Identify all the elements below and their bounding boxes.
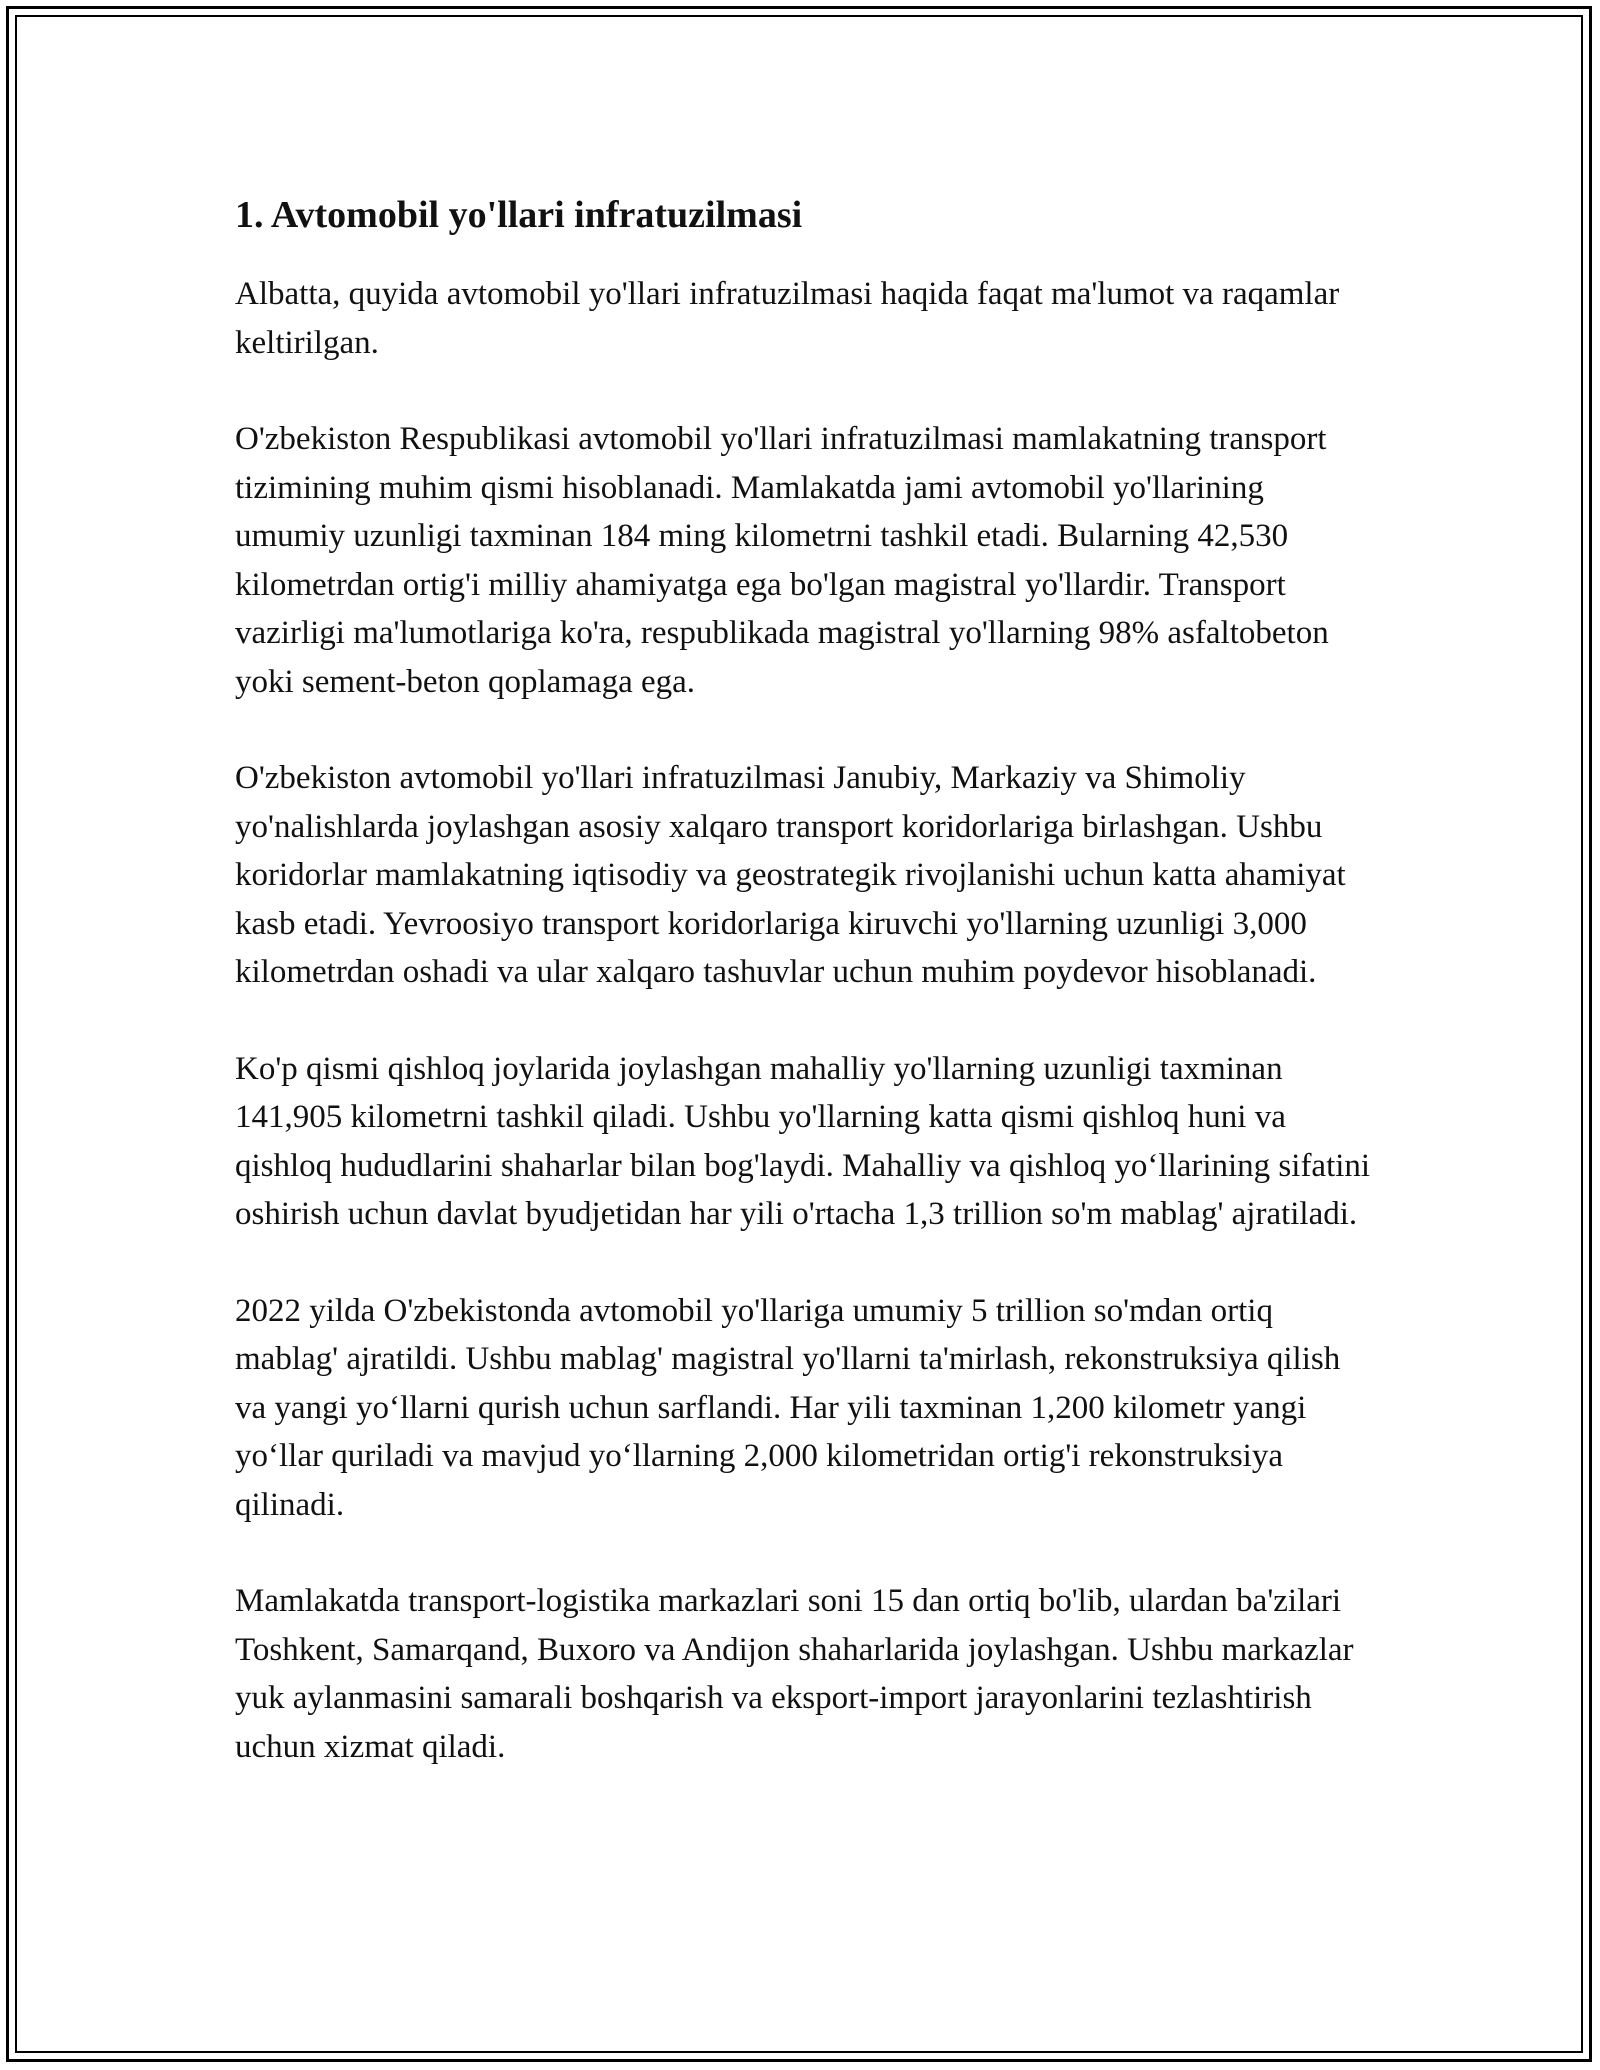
paragraph-funding-2022: 2022 yilda O'zbekistonda avtomobil yo'llariga umumiy 5 trillion so'mdan ortiq mablag' ajratildi. Ushbu mablag' magistral yo'llarni ta'mirlash, rekonstruksiya qilish va yangi yo‘llarni qurish uchun sarflandi. Har yili taxminan 1,200 kilometr yangi yo‘llar quriladi va mavjud yo‘llarning 2,000 kilometridan ortig'i rekonstruksiya qilinadi. bbox=[235, 1292, 1341, 1523]
paragraph-corridors: O'zbekiston avtomobil yo'llari infratuzilmasi Janubiy, Markaziy va Shimoliy yo'nalishlarda joylashgan asosiy xalqaro transport koridorlariga birlashgan. Ushbu koridorlar mamlakatning iqtisodiy va geostrategik rivojlanishi uchun katta ahamiyat kasb etadi. Yevroosiyo transport koridorlariga kiruvchi yo'llarning uzunligi 3,000 kilometrdan oshadi va ular xalqaro tashuvlar uchun muhim poydevor hisoblanadi. bbox=[235, 760, 1346, 990]
section-title: 1. Avtomobil yo'llari infratuzilmasi bbox=[235, 194, 803, 236]
paragraph-logistics-centers: Mamlakatda transport-logistika markazlari soni 15 dan ortiq bo'lib, ulardan ba'zilari Toshkent, Samarqand, Buxoro va Andijon shaharlarida joylashgan. Ushbu markazlar yuk aylanmasini samarali boshqarish va eksport-import jarayonlarini tezlashtirish uchun xizmat qiladi. bbox=[235, 1583, 1354, 1765]
paragraph-intro: Albatta, quyida avtomobil yo'llari infratuzilmasi haqida faqat ma'lumot va raqamlar keltirilgan. bbox=[235, 276, 1340, 361]
paragraph-local-roads: Ko'p qismi qishloq joylarida joylashgan mahalliy yo'llarning uzunligi taxminan 141,905 kilometrni tashkil qiladi. Ushbu yo'llarning katta qismi qishloq huni va qishloq hududlarini shaharlar bilan bog'laydi. Mahalliy va qishloq yo‘llarining sifatini oshirish uchun davlat byudjetidan har yili o'rtacha 1,3 trillion so'm mablag' ajratiladi. bbox=[235, 1050, 1371, 1232]
paragraph-road-length: O'zbekiston Respublikasi avtomobil yo'llari infratuzilmasi mamlakatning transport tizimining muhim qismi hisoblanadi. Mamlakatda jami avtomobil yo'llarining umumiy uzunligi taxminan 184 ming kilometrni tashkil etadi. Bularning 42,530 kilometrdan ortig'i milliy ahamiyatga ega bo'lgan magistral yo'llardir. Transport vazirligi ma'lumotlariga ko'ra, respublikada magistral yo'llarning 98% asfaltobeton yoki sement-beton qoplamaga ega. bbox=[235, 421, 1329, 700]
document-body bbox=[235, 190, 1375, 1819]
